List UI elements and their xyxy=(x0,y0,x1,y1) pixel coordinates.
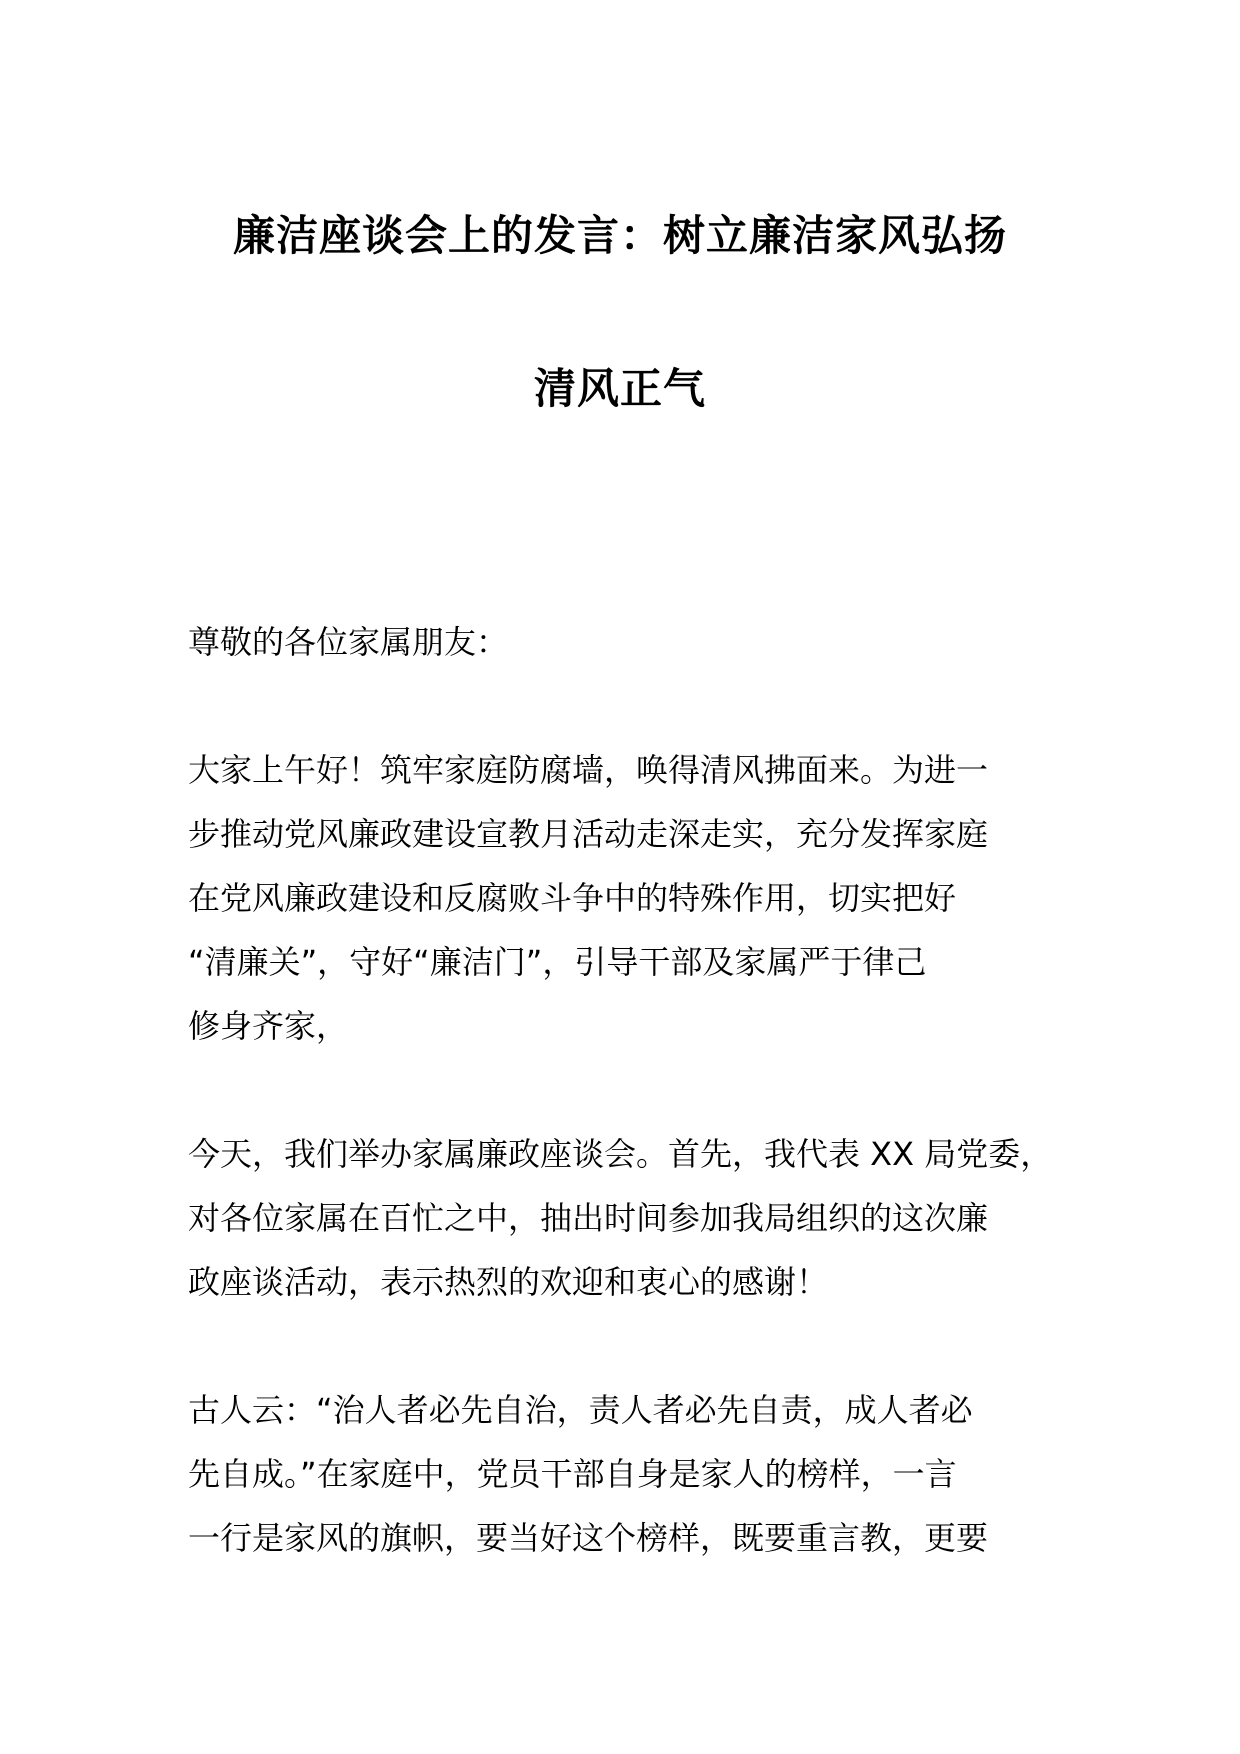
paragraph-1-line-5: 修身齐家， xyxy=(188,1007,349,1045)
greeting: 尊敬的各位家属朋友： xyxy=(188,623,509,661)
paragraph-2-line-3: 政座谈活动，表示热烈的欢迎和衷心的感谢！ xyxy=(188,1263,829,1301)
paragraph-1-line-3: 在党风廉政建设和反腐败斗争中的特殊作用，切实把好 xyxy=(188,879,957,917)
document-title-line-2: 清风正气 xyxy=(533,364,706,413)
document-title-line-1: 廉洁座谈会上的发言：树立廉洁家风弘扬 xyxy=(232,211,1007,260)
paragraph-3-line-1: 古人云：“治人者必先自治，责人者必先自责，成人者必 xyxy=(188,1391,973,1429)
paragraph-2-line-2: 对各位家属在百忙之中，抽出时间参加我局组织的这次廉 xyxy=(188,1199,989,1237)
paragraph-3-line-3: 一行是家风的旗帜，要当好这个榜样，既要重言教，更要 xyxy=(188,1519,989,1557)
paragraph-1-line-1: 大家上午好！筑牢家庭防腐墙，唤得清风拂面来。为进一 xyxy=(188,751,989,789)
paragraph-1-line-2: 步推动党风廉政建设宣教月活动走深走实，充分发挥家庭 xyxy=(188,815,989,853)
paragraph-1-line-4: “清廉关”，守好“廉洁门”，引导干部及家属严于律己 xyxy=(188,943,927,981)
paragraph-2-line-1: 今天，我们举办家属廉政座谈会。首先，我代表 XX 局党委， xyxy=(188,1135,1053,1173)
paragraph-3-line-2: 先自成。”在家庭中，党员干部自身是家人的榜样，一言 xyxy=(188,1455,957,1493)
